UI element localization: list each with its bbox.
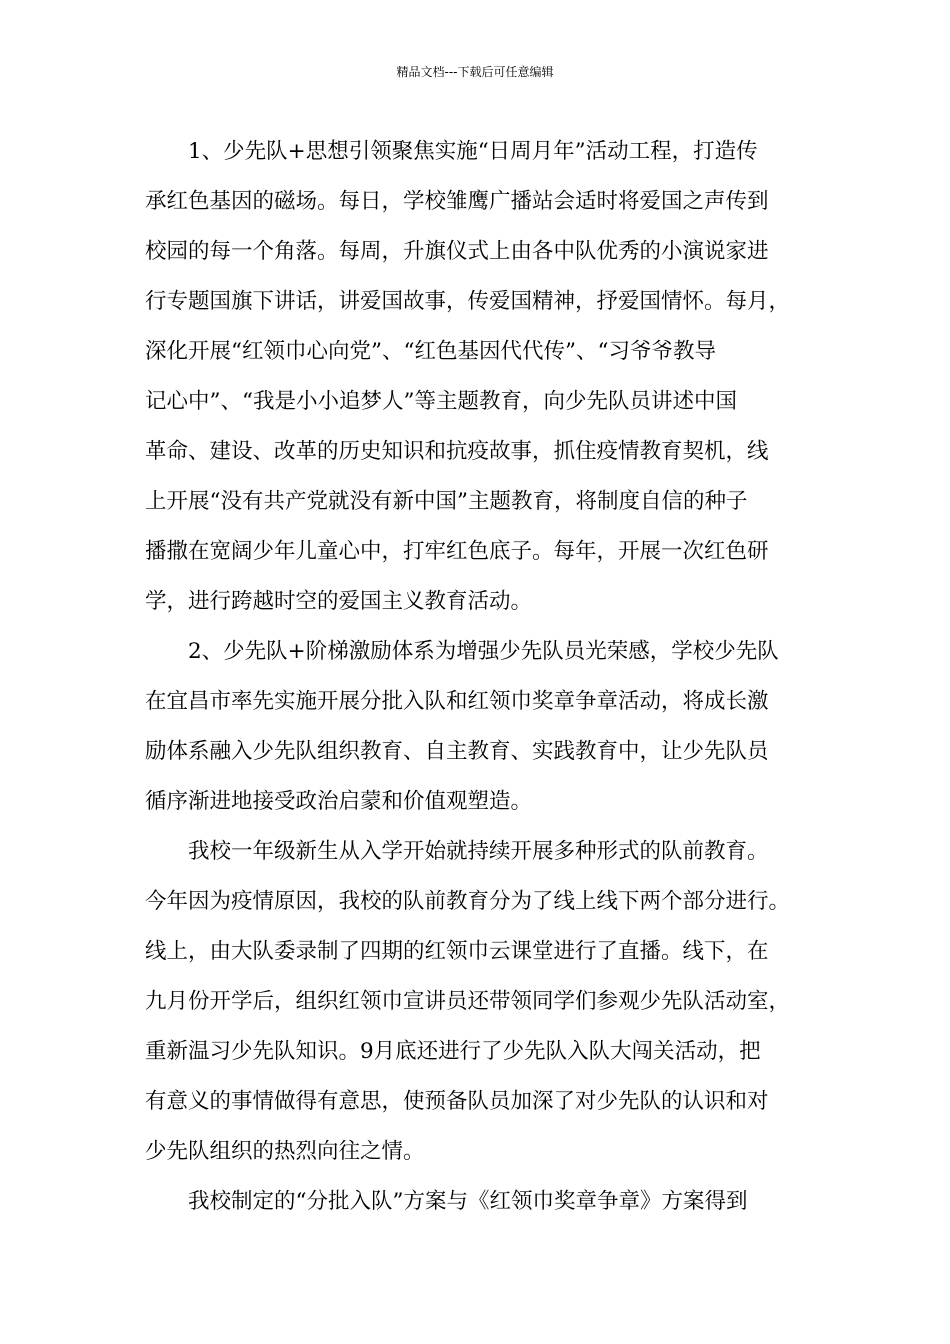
text-line: 我校一年级新生从入学开始就持续开展多种形式的队前教育。: [145, 839, 769, 864]
text-line: 少先队组织的热烈向往之情。: [145, 1139, 425, 1164]
text-line: 播撒在宽阔少年儿童心中，打牢红色底子。每年，开展一次红色研: [145, 539, 769, 564]
text-line: 上开展“没有共产党就没有新中国”主题教育，将制度自信的种子: [145, 489, 748, 514]
text-line: 九月份开学后，组织红领巾宣讲员还带领同学们参观少先队活动室，: [145, 989, 791, 1014]
text-line: 励体系融入少先队组织教育、自主教育、实践教育中，让少先队员: [145, 739, 769, 764]
text-line: 校园的每一个角落。每周，升旗仪式上由各中队优秀的小演说家进: [145, 239, 769, 264]
text-line: 今年因为疫情原因，我校的队前教育分为了线上线下两个部分进行。: [145, 889, 791, 914]
text-line: 有意义的事情做得有意思，使预备队员加深了对少先队的认识和对: [145, 1089, 769, 1114]
text-line: 深化开展“红领巾心向党”、“红色基因代代传”、“习爷爷教导: [145, 339, 716, 364]
page-header: 精品文档---下载后可任意编辑: [396, 65, 554, 79]
text-line: 革命、建设、改革的历史知识和抗疫故事，抓住疫情教育契机，线: [145, 439, 769, 464]
text-line: 重新温习少先队知识。9月底还进行了少先队入队大闯关活动，把: [145, 1039, 761, 1064]
text-line: 承红色基因的磁场。每日，学校雏鹰广播站会适时将爱国之声传到: [145, 189, 769, 214]
text-line: 线上，由大队委录制了四期的红领巾云课堂进行了直播。线下，在: [145, 939, 769, 964]
body-text: [145, 127, 825, 1227]
text-line: 记心中”、“我是小小追梦人”等主题教育，向少先队员讲述中国: [145, 389, 737, 414]
text-line: 行专题国旗下讲话，讲爱国故事，传爱国精神，抒爱国情怀。每月，: [145, 289, 791, 314]
text-line: 2、少先队+阶梯激励体系为增强少先队员光荣感，学校少先队: [145, 639, 779, 664]
text-line: 循序渐进地接受政治启蒙和价值观塑造。: [145, 789, 533, 814]
text-line: 学，进行跨越时空的爱国主义教育活动。: [145, 589, 533, 614]
text-line: 在宜昌市率先实施开展分批入队和红领巾奖章争章活动，将成长激: [145, 689, 769, 714]
text-line: 1、少先队+思想引领聚焦实施“日周月年”活动工程，打造传: [145, 139, 758, 164]
text-line: 我校制定的“分批入队”方案与《红领巾奖章争章》方案得到: [145, 1189, 748, 1214]
